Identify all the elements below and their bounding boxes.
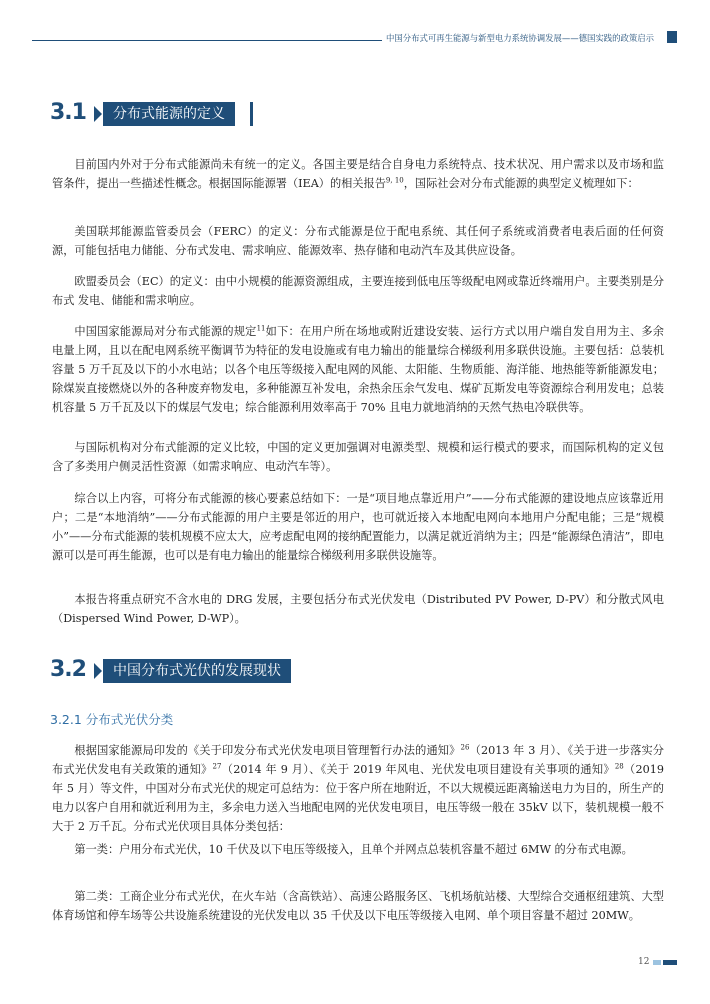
section-number: 3.2: [50, 657, 86, 682]
citation: 28: [614, 762, 624, 771]
citation: 27: [212, 762, 222, 771]
paragraph-category-1: 第一类：户用分布式光伏，10 千伏及以下电压等级接入，且单个并网点总装机容量不超过 6MW 的分布式电源。: [74, 843, 633, 856]
citation: 26: [460, 743, 470, 752]
subsection-title: 3.2.1 分布式光伏分类: [50, 712, 174, 727]
paragraph-intro: 目前国内外对于分布式能源尚未有统一的定义。各国主要是结合自身电力系统特点、技术状况、用户需求以及市场和监管条件，提出一些描述性概念。根据国际能源署（IEA）的相关报告$^{9, 10}$，国际社会对分布式能源的典型定义梳理如下：: [52, 158, 664, 190]
citation: 9, 10: [385, 176, 404, 185]
section-arrow: [94, 663, 102, 679]
header-marker: [667, 31, 677, 43]
section-title: 中国分布式光伏的发展现状: [103, 659, 291, 683]
citation: 11: [256, 324, 266, 333]
paragraph-comparison: 与国际机构对分布式能源的定义比较，中国的定义更加强调对电源类型、规模和运行模式的要求，而国际机构的定义包含了多类用户侧灵活性资源（如需求响应、电动汽车等）。: [52, 441, 664, 473]
paragraph-ec: 欧盟委员会（EC）的定义：由中小规模的能源资源组成，主要连接到低电压等级配电网或靠近终端用户。主要类别是分布式 发电、储能和需求响应。: [52, 275, 664, 307]
section-title-end-mark: [250, 102, 253, 126]
header-rule: [32, 40, 382, 41]
paragraph-policy: 根据国家能源局印发的《关于印发分布式光伏发电项目管理暂行办法的通知》$^{26}$（2013 年 3 月）、《关于进一步落实分布式光伏发电有关政策的通知》$^{27}$（2014 年 9 月）、《关于 2019 年风电、光伏发电项目建设有关事项的通知》$^{28}$（2019 年 5 月）等文件，中国对分布式光伏的规定可总结为：位于客户所在地附近，不以大规模远距离输送电力为目的，所生产的电力以客户自用和就近利用为主，多余电力送入当地配电网的光伏发电项目，电压等级一般在 35kV 以下，装机规模一般不大于 2 万千瓦。分布式光伏项目具体分类包括：: [52, 743, 664, 833]
page-number: 12: [638, 957, 650, 967]
paragraph-scope: 本报告将重点研究不含水电的 DRG 发展，主要包括分布式光伏发电（Distributed PV Power, D-PV）和分散式风电（Dispersed Wind Power, D-WP）。: [52, 593, 664, 625]
paragraph-category-2: 第二类：工商企业分布式光伏，在火车站（含高铁站）、高速公路服务区、飞机场航站楼、大型综合交通枢纽建筑、大型体育场馆和停车场等公共设施系统建设的光伏发电以 35 千伏及以下电压等级接入电网、单个项目容量不超过 20MW。: [52, 890, 664, 922]
section-number: 3.1: [50, 100, 86, 125]
paragraph-summary: 综合以上内容，可将分布式能源的核心要素总结如下：一是“项目地点靠近用户”——分布式能源的建设地点应该靠近用户；二是“本地消纳”——分布式能源的用户主要是邻近的用户，也可就近接入本地配电网向本地用户分配电能；三是“规模小”——分布式能源的装机规模不应太大，应考虑配电网的接纳配置能力，以满足就近消纳为主；四是“能源绿色清洁”，即电源可以是可再生能源，也可以是有电力输出的能量综合梯级利用多联供设施等。: [52, 492, 664, 562]
paragraph-nea: 中国国家能源局对分布式能源的规定$^{11}$如下：在用户所在场地或附近建设安装、运行方式以用户端自发自用为主、多余电量上网，且以在配电网系统平衡调节为特征的发电设施或有电力输出的能量综合梯级利用多联供设施。主要包括：总装机容量 5 万千瓦及以下的小水电站；以各个电压等级接入配电网的风能、太阳能、生物质能、海洋能、地热能等新能源发电；除煤炭直接燃烧以外的各种废弃物发电，多种能源互补发电，余热余压余气发电、煤矿瓦斯发电等资源综合利用发电；总装机容量 5 万千瓦及以下的煤层气发电；综合能源利用效率高于 70% 且电力就地消纳的天然气热电冷联供等。: [52, 324, 664, 414]
paragraph-ferc: 美国联邦能源监管委员会（FERC）的定义：分布式能源是位于配电系统、其任何子系统或消费者电表后面的任何资源，可能包括电力储能、分布式发电、需求响应、能源效率、热存储和电动汽车及其供应设备。: [52, 225, 664, 257]
section-heading-3-1: [50, 102, 256, 126]
footer-mark-dark: [663, 960, 677, 965]
section-arrow: [94, 106, 102, 122]
footer-mark-light: [653, 960, 661, 965]
section-title-end-mark: [282, 659, 285, 683]
section-heading-3-2: [50, 657, 281, 683]
section-title: 分布式能源的定义: [103, 102, 235, 126]
running-header-title: 中国分布式可再生能源与新型电力系统协调发展——德国实践的政策启示: [386, 33, 654, 43]
